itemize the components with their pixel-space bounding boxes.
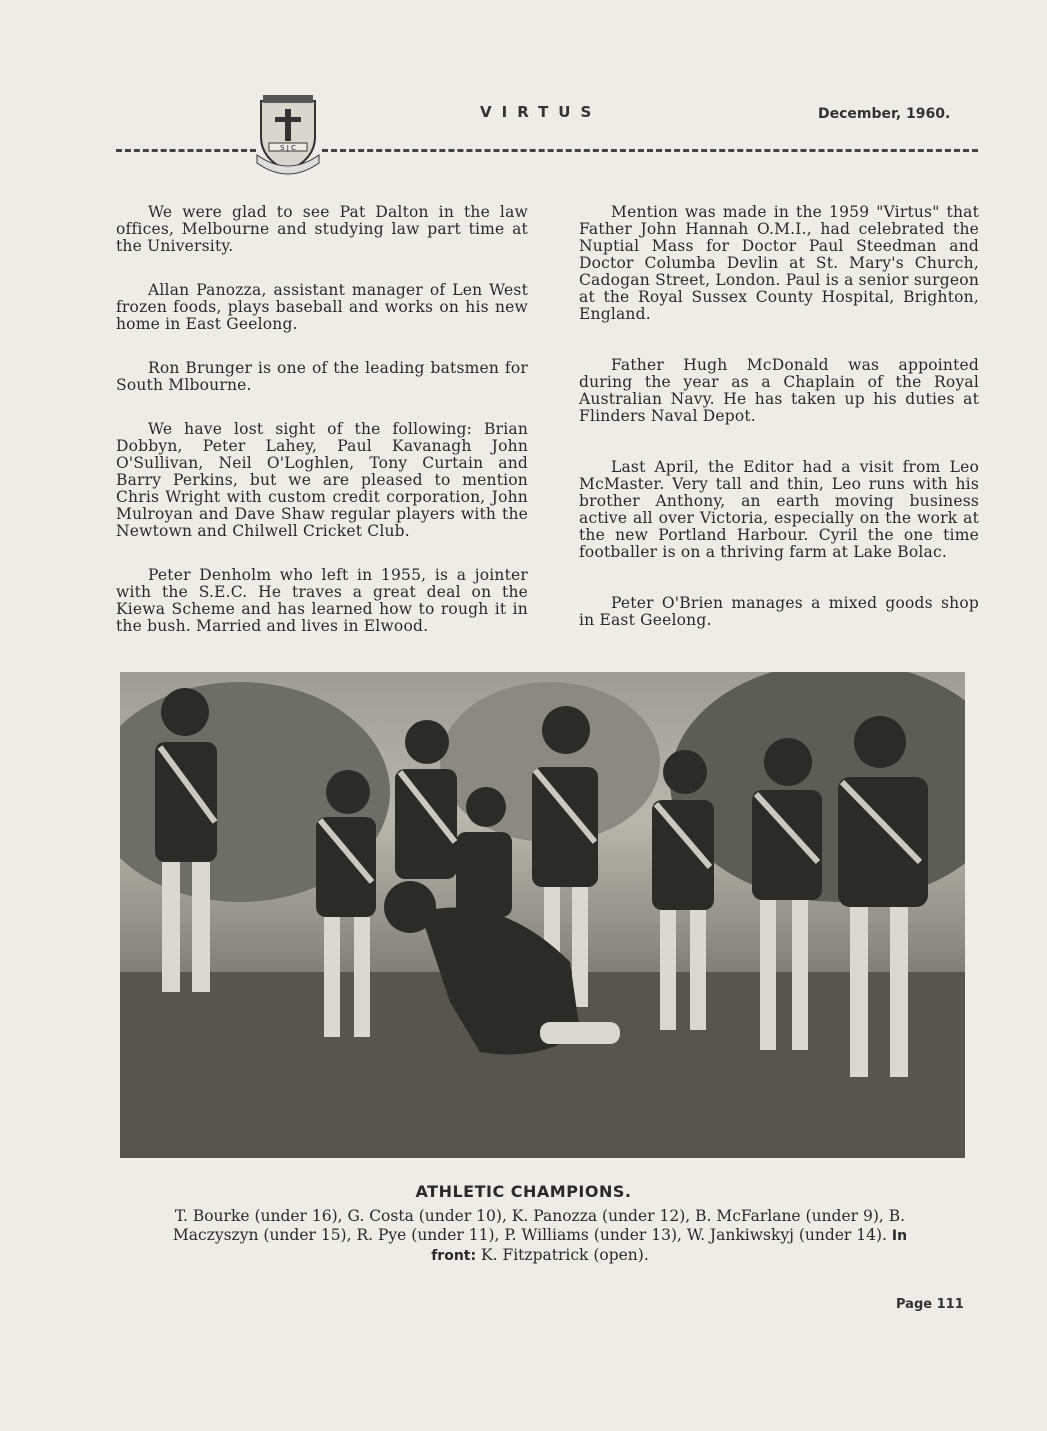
caption-front-label: In front: bbox=[431, 1228, 908, 1264]
paragraph: We have lost sight of the following: Brian Dobbyn, Peter Lahey, Paul Kavanagh John O'Sullivan, Neil O'Loghlen, Tony Curtain and Barry Perkins, but we are pleased to mention Chris Wright with custom credit corporation, John Mulroyan and Dave Shaw regular players with the Newtown and Chilwell Cricket Club. bbox=[116, 420, 528, 540]
paragraph: Last April, the Editor had a visit from Leo McMaster. Very tall and thin, Leo runs with his brother Anthony, an earth moving business active all over Victoria, especially on the work at the new Portland Harbour. Cyril the one time footballer is on a thriving farm at Lake Bolac. bbox=[579, 458, 979, 561]
caption-front-names: K. Fitzpatrick (open). bbox=[481, 1246, 649, 1264]
paragraph: Allan Panozza, assistant manager of Len West frozen foods, plays baseball and works on his new home in East Geelong. bbox=[116, 281, 528, 333]
athletic-champions-photo bbox=[120, 672, 965, 1158]
crest-initials: S J C bbox=[280, 144, 296, 152]
paragraph: Ron Brunger is one of the leading batsmen for South Mlbourne. bbox=[116, 359, 528, 394]
paragraph: Father Hugh McDonald was appointed during the year as a Chaplain of the Royal Australian Navy. He has taken up his duties at Flinders Naval Depot. bbox=[579, 356, 979, 425]
masthead-title: VIRTUS bbox=[480, 103, 602, 121]
caption-names: T. Bourke (under 16), G. Costa (under 10), K. Panozza (under 12), B. McFarlane (under 9), B. Maczyszyn (under 15), R. Pye (under 11), P. Williams (under 13), W. Jankiwskyj (under 14). bbox=[172, 1207, 906, 1244]
header-rule-right bbox=[322, 149, 978, 152]
paragraph: Peter Denholm who left in 1955, is a jointer with the S.E.C. He traves a great deal on the Kiewa Scheme and has learned how to rough it in the bush. Married and lives in Elwood. bbox=[116, 566, 528, 635]
paragraph: We were glad to see Pat Dalton in the law offices, Melbourne and studying law part time at the University. bbox=[116, 203, 528, 255]
paragraph: Peter O'Brien manages a mixed goods shop in East Geelong. bbox=[579, 594, 979, 629]
photo-caption-title: ATHLETIC CHAMPIONS. bbox=[415, 1182, 632, 1201]
left-column bbox=[116, 204, 528, 662]
paragraph: Mention was made in the 1959 "Virtus" that Father John Hannah O.M.I., had celebrated the Nuptial Mass for Doctor Paul Steedman and Doctor Columba Devlin at St. Mary's Church, Cadogan Street, London. Paul is a senior surgeon at the Royal Sussex County Hospital, Brighton, England. bbox=[579, 203, 979, 323]
right-column bbox=[579, 204, 979, 663]
photo-caption bbox=[150, 1207, 930, 1266]
page-number: Page 111 bbox=[896, 1297, 964, 1312]
school-crest-icon bbox=[255, 93, 321, 175]
header-rule-left bbox=[116, 149, 256, 152]
issue-date: December, 1960. bbox=[818, 106, 951, 122]
